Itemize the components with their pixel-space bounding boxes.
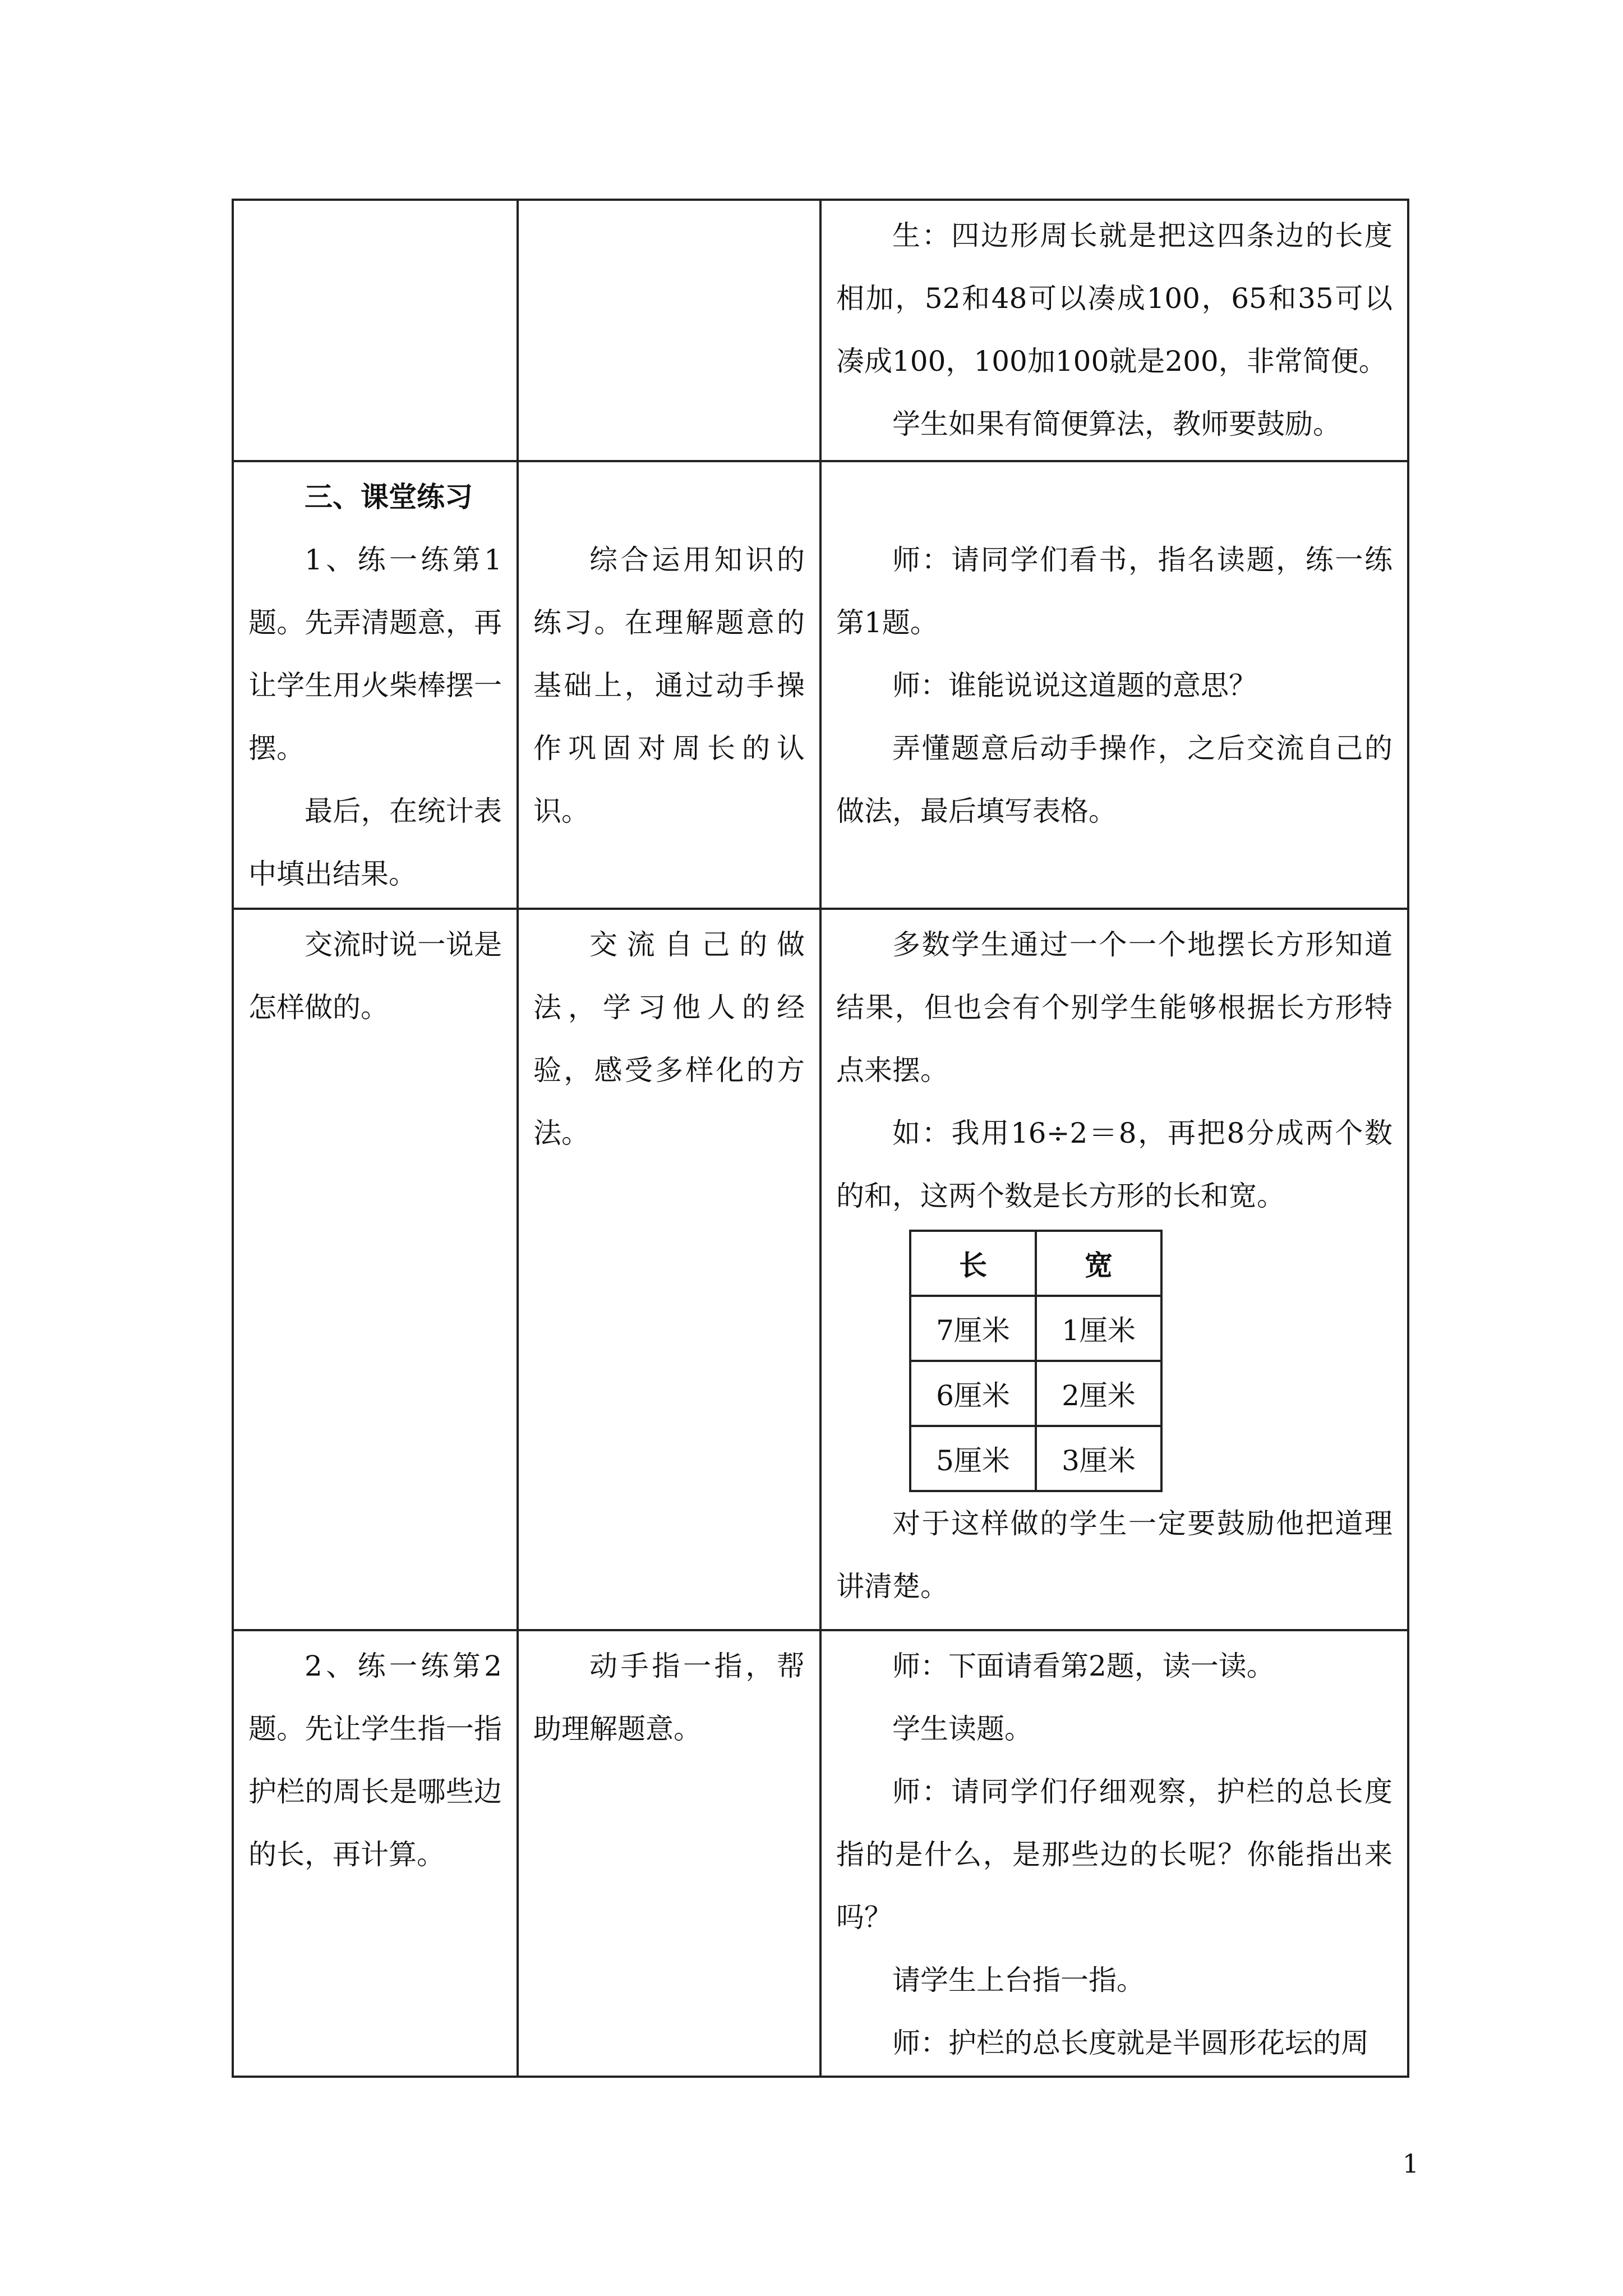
paragraph: 综合运用知识的练习。在理解题意的基础上，通过动手操作巩固对周长的认识。: [533, 544, 805, 827]
section-heading: 三、课堂练习: [305, 480, 473, 513]
column-header: 宽: [1036, 1231, 1161, 1296]
paragraph: 对于这样做的学生一定要鼓励他把道理讲清楚。: [836, 1507, 1393, 1603]
table-cell: 2厘米: [1036, 1361, 1161, 1426]
intent-cell: [518, 200, 820, 461]
activity-cell: [820, 200, 1408, 461]
table-cell: 3厘米: [1036, 1426, 1161, 1491]
table-cell: 5厘米: [910, 1426, 1036, 1491]
lesson-plan-table: [232, 199, 1409, 2078]
paragraph: 多数学生通过一个一个地摆长方形知道结果，但也会有个别学生能够根据长方形特点来摆。: [836, 928, 1393, 1087]
paragraph: 动手指一指，帮助理解题意。: [533, 1650, 805, 1745]
table-cell: 6厘米: [910, 1361, 1036, 1426]
paragraph: 请学生上台指一指。: [892, 1964, 1145, 1996]
paragraph: 生：四边形周长就是把这四条边的长度相加，52和48可以凑成100，65和35可以凑成100，100加100就是200，非常简便。: [836, 219, 1393, 378]
table-row: [910, 1296, 1161, 1361]
paragraph: 师：请同学们看书，指名读题，练一练第1题。: [836, 544, 1393, 639]
table-row: [233, 200, 1408, 461]
process-cell: [233, 909, 518, 1630]
paragraph: 1、练一练第1题。先弄清题意，再让学生用火柴棒摆一摆。: [248, 544, 502, 765]
activity-cell: [820, 461, 1408, 909]
paragraph: 学生如果有简便算法，教师要鼓励。: [892, 408, 1341, 440]
length-width-table: [909, 1230, 1163, 1492]
paragraph: 2、练一练第2题。先让学生指一指护栏的周长是哪些边的长，再计算。: [248, 1650, 502, 1871]
paragraph: 学生读题。: [892, 1713, 1032, 1745]
process-cell: [233, 461, 518, 909]
table-row: [233, 1630, 1408, 2077]
process-cell: [233, 200, 518, 461]
paragraph: 交流自己的做法，学习他人的经验，感受多样化的方法。: [533, 928, 805, 1149]
activity-cell: [820, 1630, 1408, 2077]
paragraph: 师：谁能说说这道题的意思？: [892, 669, 1257, 702]
table-row: [233, 909, 1408, 1630]
paragraph: 弄懂题意后动手操作，之后交流自己的做法，最后填写表格。: [836, 732, 1393, 827]
table-row: [233, 461, 1408, 909]
table-cell: 7厘米: [910, 1296, 1036, 1361]
paragraph: 师：护栏的总长度就是半圆形花坛的周: [892, 2027, 1369, 2059]
paragraph: 最后，在统计表中填出结果。: [248, 795, 502, 890]
table-cell: 1厘米: [1036, 1296, 1161, 1361]
page-number: 1: [1402, 2148, 1419, 2179]
intent-cell: [518, 461, 820, 909]
table-row: [910, 1426, 1161, 1491]
intent-cell: [518, 909, 820, 1630]
table-header-row: [910, 1231, 1161, 1296]
paragraph: 如：我用16÷2＝8，再把8分成两个数的和，这两个数是长方形的长和宽。: [836, 1117, 1393, 1212]
activity-cell: [820, 909, 1408, 1630]
column-header: 长: [910, 1231, 1036, 1296]
paragraph: 师：下面请看第2题，读一读。: [892, 1650, 1275, 1682]
paragraph: 交流时说一说是怎样做的。: [248, 928, 502, 1024]
intent-cell: [518, 1630, 820, 2077]
table-row: [910, 1361, 1161, 1426]
process-cell: [233, 1630, 518, 2077]
paragraph: 师：请同学们仔细观察，护栏的总长度指的是什么，是那些边的长呢？你能指出来吗？: [836, 1775, 1393, 1934]
